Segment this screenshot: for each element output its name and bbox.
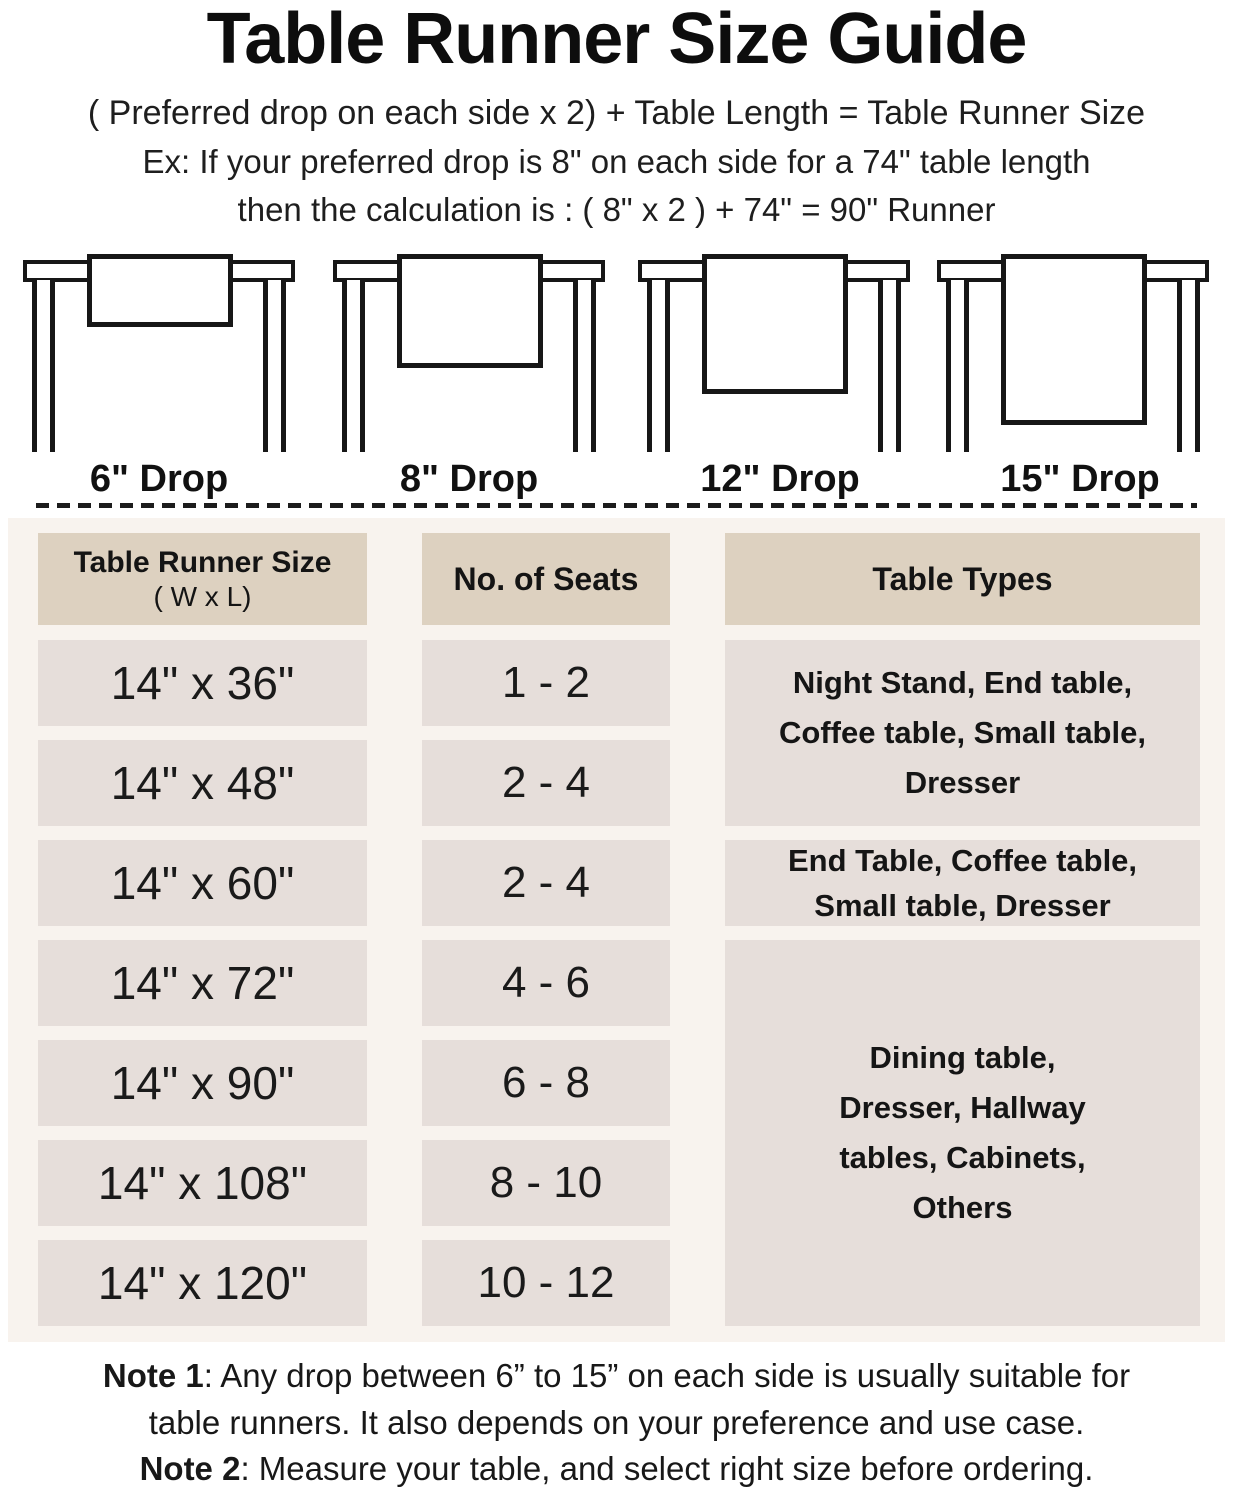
seats-cell (422, 1140, 670, 1226)
size-cell (38, 740, 367, 826)
size-value: 14" x 108" (97, 1157, 308, 1209)
table-types-cell-large-tables (725, 940, 1200, 1326)
size-cell (38, 1240, 367, 1326)
seats-value: 8 - 10 (489, 1158, 603, 1207)
runner-drape-illustration (1001, 254, 1147, 425)
col-header-runner-size (38, 533, 367, 625)
note-2 (0, 1449, 1233, 1489)
dashed-divider (36, 503, 1197, 508)
formula-line: ( Preferred drop on each side x 2) + Table Length = Table Runner Size (87, 94, 1146, 132)
table-types-text: Night Stand, End table, Coffee table, Small table, Dresser (779, 665, 1146, 800)
size-cell (38, 840, 367, 926)
size-value: 14" x 36" (110, 657, 295, 709)
note-2-label: Note 2 (139, 1450, 241, 1487)
example-line-1: Ex: If your preferred drop is 8" on each side for a 74" table length (142, 143, 1091, 180)
size-cell (38, 940, 367, 1026)
seats-cell (422, 940, 670, 1026)
table-leg-left (647, 280, 670, 452)
col-header-seats-title: No. of Seats (453, 560, 639, 597)
size-value: 14" x 90" (110, 1057, 295, 1109)
drop-label-15in: 15" Drop (1000, 458, 1160, 500)
table-diagram-8in-drop (333, 245, 605, 460)
table-leg-left (32, 280, 55, 452)
note-1-text-continued: table runners. It also depends on your preference and use case. (148, 1404, 1085, 1441)
note-1-text: : Any drop between 6” to 15” on each side is usually suitable for (203, 1357, 1131, 1394)
table-types-text: End Table, Coffee table, Small table, Dresser (787, 843, 1138, 923)
table-leg-right (878, 280, 901, 452)
size-value: 14" x 60" (110, 857, 295, 909)
col-header-runner-size-title: Table Runner Size (73, 546, 332, 579)
note-1-label: Note 1 (102, 1357, 204, 1394)
seats-cell (422, 840, 670, 926)
table-leg-left (342, 280, 365, 452)
drop-label-12in: 12" Drop (700, 458, 860, 500)
col-header-runner-size-subtitle: ( W x L) (153, 581, 252, 612)
table-leg-right (1177, 280, 1200, 452)
note-1-line-2 (0, 1403, 1233, 1443)
table-types-cell-small-tables (725, 640, 1200, 826)
col-header-table-types (725, 533, 1200, 625)
seats-cell (422, 640, 670, 726)
table-diagram-12in-drop (638, 245, 910, 460)
seats-value: 1 - 2 (501, 658, 591, 707)
table-types-cell-medium-tables (725, 840, 1200, 926)
seats-value: 4 - 6 (501, 958, 591, 1007)
size-value: 14" x 120" (97, 1257, 308, 1309)
seats-value: 10 - 12 (477, 1258, 615, 1307)
table-types-text: Dining table, Dresser, Hallway tables, Cabinets, Others (839, 1040, 1086, 1225)
seats-cell (422, 740, 670, 826)
size-cell (38, 640, 367, 726)
seats-value: 2 - 4 (501, 858, 591, 907)
seats-value: 2 - 4 (501, 758, 591, 807)
col-header-table-types-title: Table Types (872, 560, 1053, 597)
note-1-line-1 (0, 1356, 1233, 1396)
page-title: Table Runner Size Guide (206, 0, 1027, 79)
seats-cell (422, 1040, 670, 1126)
size-cell (38, 1140, 367, 1226)
seats-value: 6 - 8 (501, 1058, 591, 1107)
drop-label-6in: 6" Drop (89, 458, 229, 500)
size-value: 14" x 72" (110, 957, 295, 1009)
runner-drape-illustration (702, 254, 848, 394)
table-leg-left (946, 280, 969, 452)
note-2-text: : Measure your table, and select right size before ordering. (240, 1450, 1094, 1487)
size-value: 14" x 48" (110, 757, 295, 809)
col-header-seats (422, 533, 670, 625)
table-diagram-15in-drop (937, 245, 1209, 460)
runner-drape-illustration (87, 254, 233, 327)
example-line-2: then the calculation is : ( 8" x 2 ) + 74" = 90" Runner (237, 191, 996, 228)
table-leg-right (263, 280, 286, 452)
drop-label-8in: 8" Drop (399, 458, 539, 500)
seats-cell (422, 1240, 670, 1326)
runner-drape-illustration (397, 254, 543, 368)
table-leg-right (573, 280, 596, 452)
size-cell (38, 1040, 367, 1126)
table-diagram-6in-drop (23, 245, 295, 460)
